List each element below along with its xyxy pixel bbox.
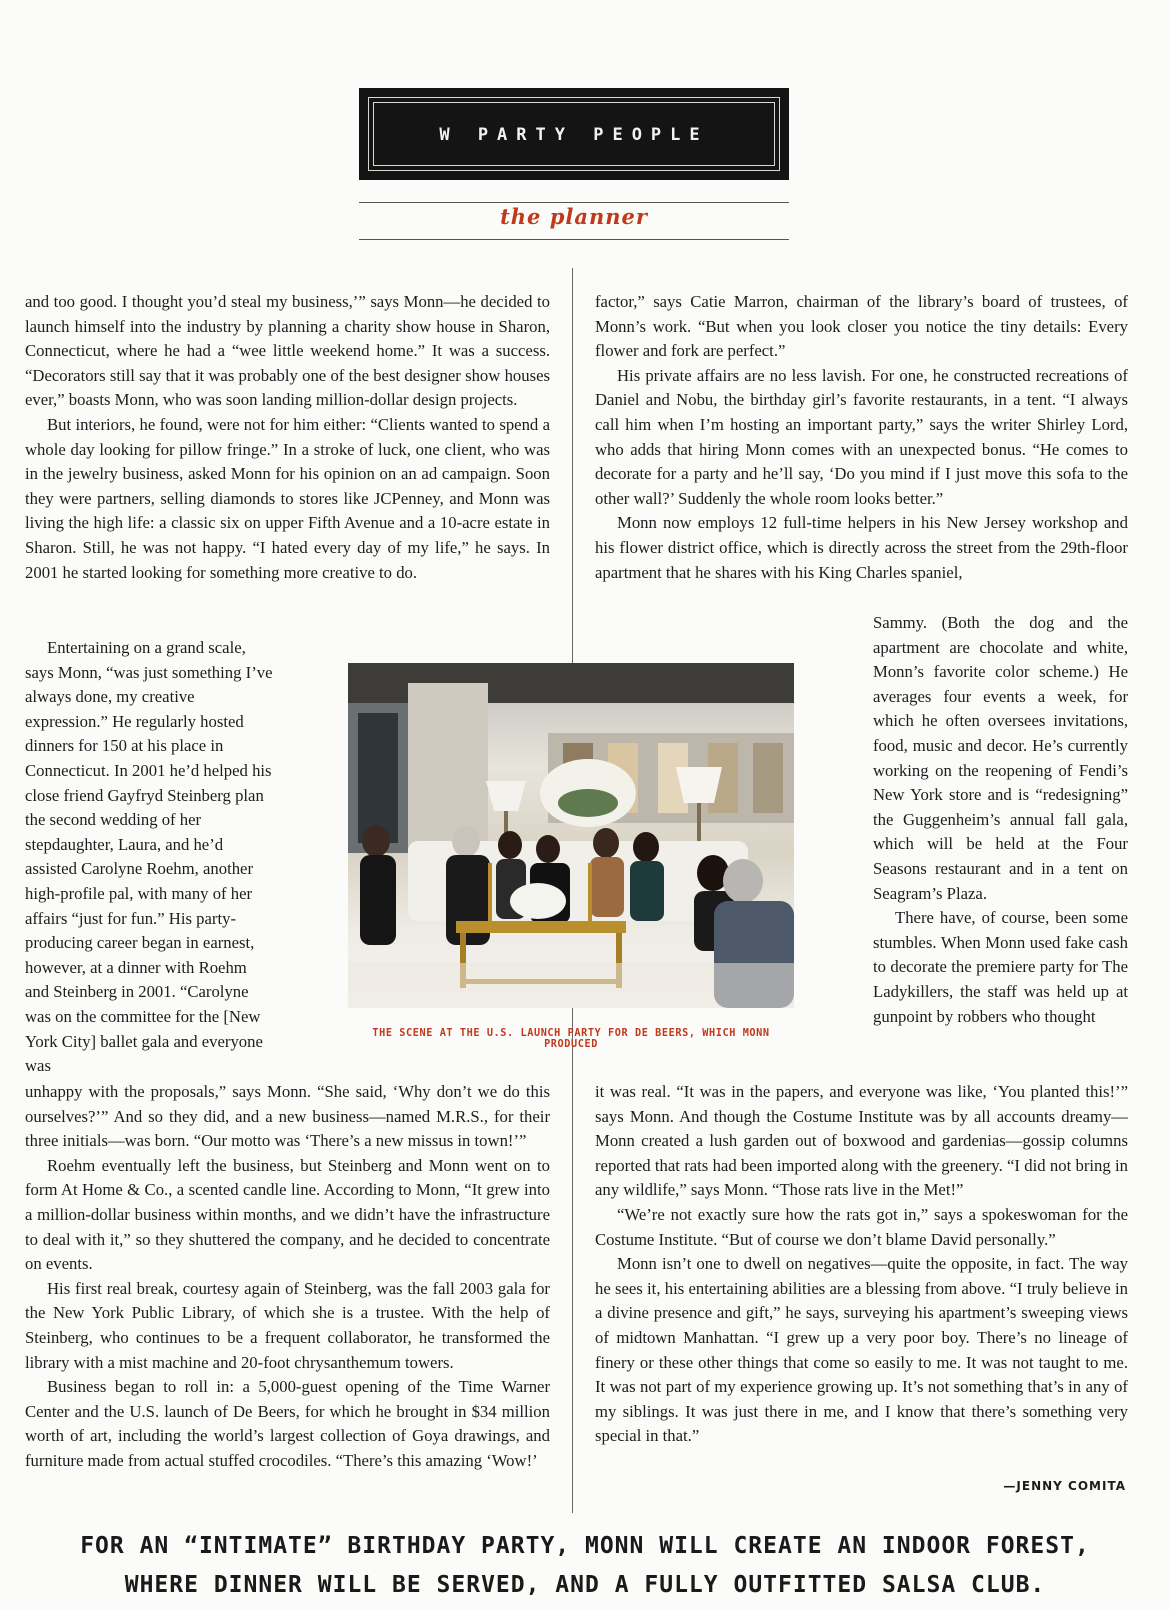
paragraph: His private affairs are no less lavish. For one, he constructed recreations of Daniel and Nobu, the birthday girl’s favorite restaurants, in a tent. “I always call him when I’m hosting an important party,” says the writer Shirley Lord, who adds that hiring Monn comes with an unexpected bonus. “He comes to decorate for a party and he’ll say, ‘Do you mind if I just move this sofa to the other wall?’ Suddenly the whole room looks better.”	[595, 365, 1128, 508]
right-column-top	[595, 290, 1128, 585]
paragraph: Roehm eventually left the business, but Steinberg and Monn went on to form At Home & Co., a scented candle line. According to Monn, “It grew into a million-dollar business within months, and we didn’t have the infrastructure to deal with it,” so they shuttered the company, and he decided to concentrate on events.	[25, 1155, 550, 1274]
article-subtitle: the planner	[500, 204, 648, 229]
section-title: W PARTY PEOPLE	[439, 125, 709, 145]
paragraph: Monn isn’t one to dwell on negatives—quite the opposite, in fact. The way he sees it, his entertaining abilities are a blessing from above. “I truly believe in a divine presence and gift,” he says, surveying his apartment’s sweeping views of midtown Manhattan. “I grew up a very poor boy. There’s no lineage of finery or these other things that come so easily to me. It was not taught to me. It was not part of my experience growing up. It’s not something that’s in any of my siblings. It was just there in me, and I know that there’s something very special in that.”	[595, 1254, 1128, 1446]
pull-quote	[40, 1527, 1130, 1605]
party-photo	[348, 663, 794, 1008]
paragraph: Monn now employs 12 full-time helpers in his New Jersey workshop and his flower district office, which is directly across the street from the 29th-floor apartment that he shares with his King Charles spaniel,	[595, 513, 1128, 582]
left-column-bottom	[25, 1080, 550, 1474]
subtitle-top-rule	[359, 202, 789, 203]
pull-quote-line-1: FOR AN “INTIMATE” BIRTHDAY PARTY, MONN WILL CREATE AN INDOOR FOREST,	[80, 1533, 1090, 1559]
left-column-narrow	[25, 636, 273, 1079]
paragraph: Business began to roll in: a 5,000-guest opening of the Time Warner Center and the U.S. launch of De Beers, for which he brought in $34 million worth of art, including the world’s largest collection of Goya drawings, and furniture made from actual stuffed crocodiles. “There’s this amazing ‘Wow!’	[25, 1377, 550, 1470]
paragraph: factor,” says Catie Marron, chairman of the library’s board of trustees, of Monn’s work. “But when you look closer you notice the tiny details: Every flower and fork are perfect.”	[595, 292, 1128, 361]
photo-caption: THE SCENE AT THE U.S. LAUNCH PARTY FOR DE BEERS, WHICH MONN PRODUCED	[372, 1028, 770, 1050]
paragraph: But interiors, he found, were not for him either: “Clients wanted to spend a whole day looking for pillow fringe.” In a stroke of luck, one client, who was in the jewelry business, asked Monn for his opinion on an ad campaign. Soon they were partners, selling diamonds to stores like JCPenney, and Monn was living the high life: a classic six on upper Fifth Avenue and a 10-acre estate in Sharon. Still, he was not happy. “I hated every day of my life,” he says. In 2001 he started looking for something more creative to do.	[25, 414, 550, 582]
left-column-top	[25, 290, 550, 585]
paragraph: it was real. “It was in the papers, and everyone was like, ‘You planted this!’” says Monn. And though the Costume Institute was by all accounts dreamy—Monn created a lush garden out of boxwood and gardenias—gossip columns reported that rats had been imported along with the greenery. “I did not bring in any wildlife,” says Monn. “Those rats live in the Met!”	[595, 1082, 1128, 1200]
right-column-narrow	[873, 611, 1128, 1029]
byline: —JENNY COMITA	[1003, 1479, 1126, 1493]
party-scene-illustration	[348, 663, 794, 1008]
paragraph: and too good. I thought you’d steal my business,’” says Monn—he decided to launch himself into the industry by planning a charity show house in Sharon, Connecticut, where he had a “wee little weekend home.” It was a success. “Decorators still say that it was probably one of the best designer show houses ever,” boasts Monn, who was soon landing million-dollar design projects.	[25, 292, 550, 410]
paragraph: “We’re not exactly sure how the rats got in,” says a spokeswoman for the Costume Institute. “But of course we don’t blame David personally.”	[595, 1204, 1128, 1249]
pull-quote-line-2: WHERE DINNER WILL BE SERVED, AND A FULLY OUTFITTED SALSA CLUB.	[124, 1572, 1046, 1598]
subtitle-bottom-rule	[359, 239, 789, 240]
paragraph: Entertaining on a grand scale, says Monn, “was just something I’ve always done, my creative expression.” He regularly hosted dinners for 150 at his place in Connecticut. In 2001 he’d helped his close friend Gayfryd Steinberg plan the second wedding of her stepdaughter, Laura, and he’d assisted Carolyne Roehm, another high-profile pal, with many of her affairs “just for fun.” His party-producing career began in earnest, however, at a dinner with Roehm and Steinberg in 2001. “Carolyne was on the committee for the [New York City] ballet gala and everyone was	[25, 638, 273, 1076]
right-column-bottom	[595, 1080, 1128, 1449]
paragraph: unhappy with the proposals,” says Monn. “She said, ‘Why don’t we do this ourselves?’” And so they did, and a new business—named M.R.S., for their three initials—was born. “Our motto was ‘There’s a new missus in town!’”	[25, 1082, 550, 1151]
section-header-box	[359, 88, 789, 180]
paragraph: His first real break, courtesy again of Steinberg, was the fall 2003 gala for the New York Public Library, of which she is a trustee. With the help of Steinberg, who continues to be a frequent collaborator, he transformed the library with a mist machine and 20-foot chrysanthemum towers.	[25, 1278, 550, 1372]
paragraph: There have, of course, been some stumbles. When Monn used fake cash to decorate the premiere party for The Ladykillers, the staff was held up at gunpoint by robbers who thought	[873, 908, 1128, 1026]
paragraph: Sammy. (Both the dog and the apartment are chocolate and white, Monn’s favorite color scheme.) He averages four events a week, for which he often oversees invitations, food, music and decor. He’s currently working on the reopening of Fendi’s New York store and is “redesigning” the Guggenheim’s annual fall gala, which will be held at the Four Seasons restaurant and in a tent on Seagram’s Plaza.	[873, 613, 1128, 903]
